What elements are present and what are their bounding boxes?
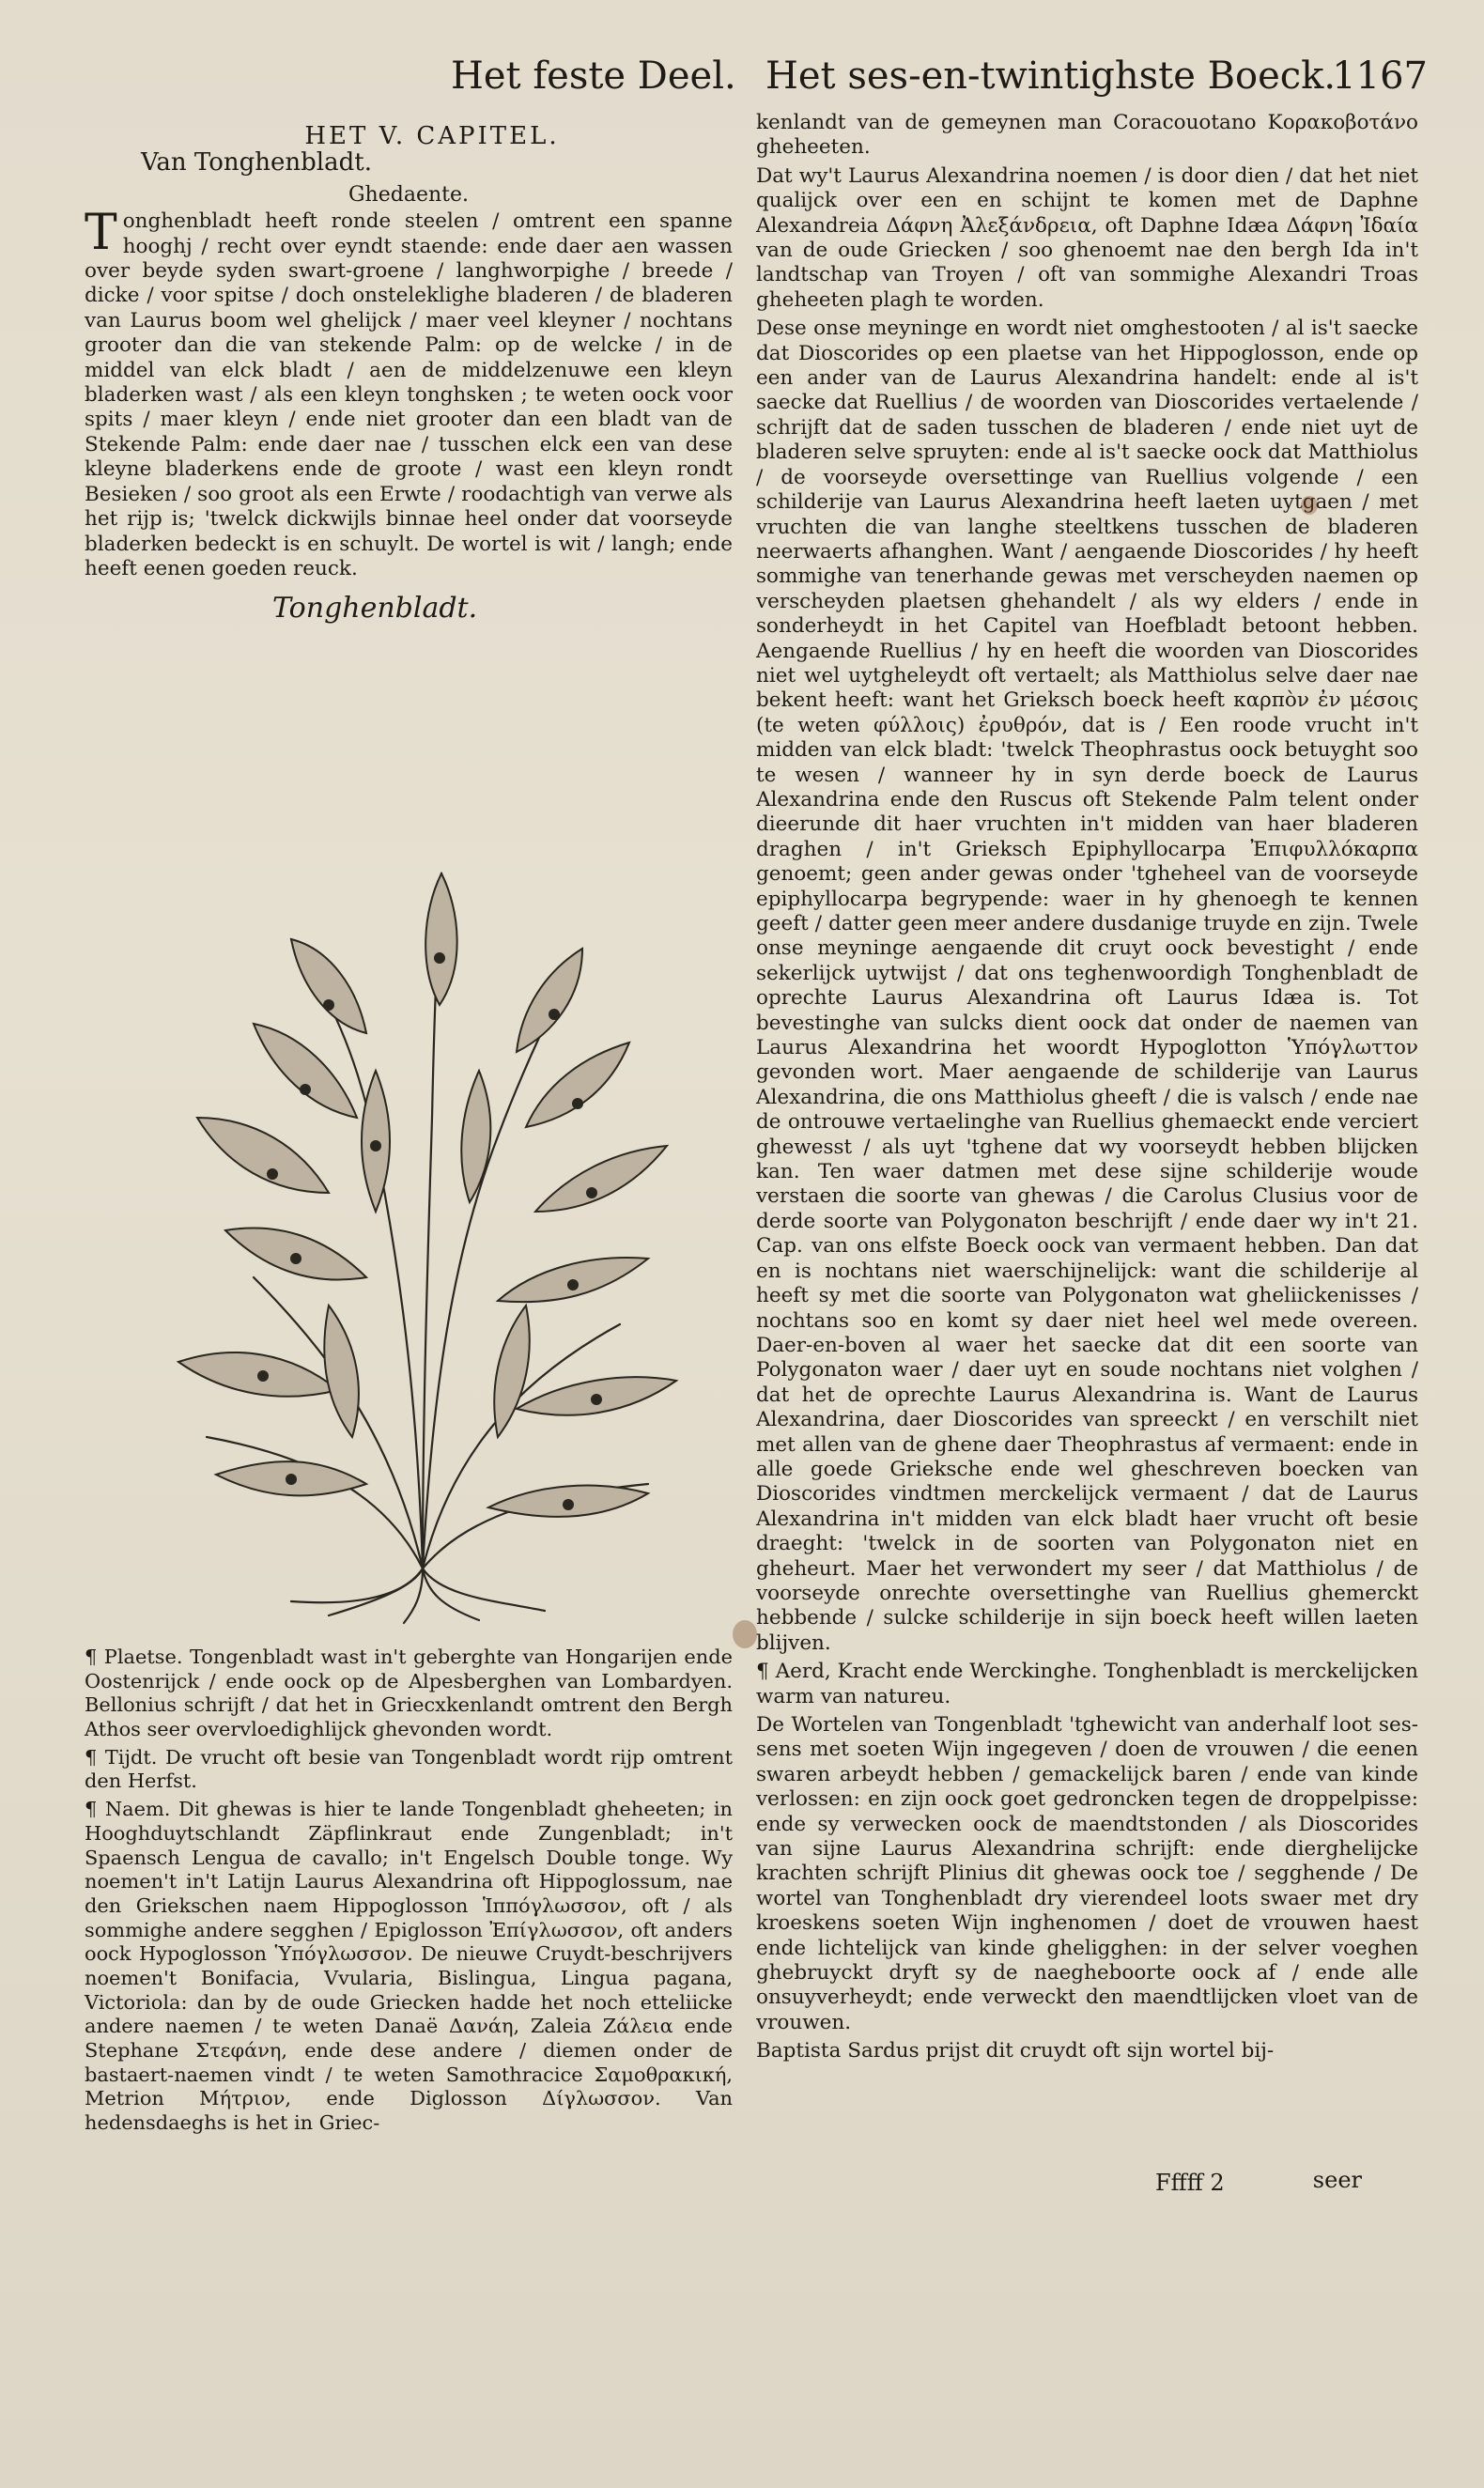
right-paragraph-1: kenlandt van de gemeynen man Coracouotano Κορακοβοτάνο gheheeten.	[756, 111, 1418, 160]
ink-stain	[733, 1620, 757, 1648]
section-heading: Ghedaente.	[348, 182, 469, 207]
page-number: 1167	[1332, 54, 1428, 98]
chapter-title: HET V. CAPITEL.	[304, 122, 560, 150]
right-paragraph-2: Dat wy't Laurus Alexandrina noemen / is door dien / dat het niet qualijck over een en schijnt te komen met de Daphne Alexandreia Δάφνη Ἀλεξάνδρεια, oft Daphne Idæa Δάφνη Ἰδαία van de oude Griecken / soo ghenoemt nae den bergh Ida in't landtschap van Troyen / oft van sommighe Alexandri Troas gheheeten plagh te worden.	[756, 163, 1418, 312]
catchword: seer	[1312, 2167, 1362, 2193]
plant-woodcut-illustration	[141, 836, 704, 1625]
description-text: onghenbladt heeft ronde steelen / omtrent een spanne hooghj / recht over eyndt staende: ende daer aen wassen over beyde syden swart-groene / langhworpighe / breede / dicke / voor spitse / doch onsteleklighe bladeren / de bladeren van Laurus boom wel ghelijck / maer veel kleyner / nochtans grooter dan die van stekende Palm: op de welcke / in de middel van elck bladt / aen de middelzenuwe een kleyn bladerken wast / als een kleyn tonghsken ; te weten oock voor spits / maer kleyn / ende niet grooter dan een bladt van de Stekende Palm: ende daer nae / tusschen elck een van dese kleyne bladerkens ende de groote / wast een kleyn rondt Besieken / soo groot als een Erwte / roodachtigh van verwe als het rijp is; 'twelck dickwijls binnae heel onder dat voorseyde bladerken bedeckt is en schuylt. De wortel is wit / langh; ende heeft eenen goeden reuck.	[85, 209, 733, 580]
place-paragraph: ¶ Plaetse. Tongenbladt wast in't geberghte van Hongarijen ende Oostenrijck / ende oock op de Alpesberghen van Lombardyen. Bellonius schrijft / dat het in Griecxkenlandt omtrent den Bergh Athos seer overvloedighlijck ghevonden wordt.	[85, 1646, 733, 1741]
signature-mark: Fffff 2	[1155, 2170, 1225, 2196]
ink-stain	[1301, 496, 1318, 515]
roots-paragraph: De Wortelen van Tongenbladt 'tghewicht van anderhalf loot sessens met soeten Wijn ingegeven / doen de vrouwen / die eenen swaren arbeydt hebben / gemackelijck baren / ende van kinde verlossen: en zijn oock goet gedroncken tegen de droppelpisse: ende sy verwecken oock de maendtstonden / als Dioscorides van sijne Laurus Alexandrina schrijft: ende dierghelijcke krachten schrijft Plinius dit ghewas oock toe / segghende / De wortel van Tonghenbladt dry vierendeel loots swaer met dry kroeskens soeten Wijn inghenomen / doet de vrouwen haest ende lichtelijck van kinde gheligghen: in der selver voeghen ghebruyckt dryft sy de naegheboorte oock af / ende alle onsuyverheydt; ende verweckt den maendtlijcken vloet van de vrouwen.	[756, 1713, 1418, 2034]
right-column	[756, 111, 1418, 2064]
running-header	[451, 54, 1428, 111]
left-column-top	[85, 122, 733, 626]
right-paragraph-3: Dese onse meyninge en wordt niet omghestooten / al is't saecke dat Dioscorides op een plaetse van het Hippoglosson, ende op een ander van de Laurus Alexandrina handelt: ende al is't saecke dat Ruellius / de woorden van Dioscorides vertaelende / schrijft dat de saden tusschen de bladeren / ende niet uyt de bladeren selve spruyten: ende al is't saecke oock dat Matthiolus / de voorseyde oversettinge van Ruellius volgende / een schilderije van Laurus Alexandrina heeft laeten uytgaen / met vruchten die van langhe steeltkens tusschen de bladeren neerwaerts afhanghen. Want / aengaende Dioscorides / hy heeft sommighe van tenerhande gewas met verscheyden naemen op verscheyden plaetsen ghehandelt / als wy elders / ende in sonderheydt in het Capitel van Hoefbladt betoont hebben. Aengaende Ruellius / hy en heeft die woorden van Dioscorides niet wel uytgheleydt oft vertaelt; als Matthiolus selve daer nae bekent heeft: want het Grieksch boeck heeft καρπὸν ἐν μέσοις (te weten φύλλοις) ἐρυθρόν, dat is / Een roode vrucht in't midden van elck bladt: 'twelck Theophrastus oock betuyght soo te wesen / wanneer hy in syn derde boeck de Laurus Alexandrina ende den Ruscus oft Stekende Palm telent onder dieerunde dit haer vruchten in't midden van haer bladeren draghen / in't Grieksch Epiphyllocarpa Ἐπιφυλλόκαρπα genoemt; geen ander gewas onder 'tgheheel van de voorseyde epiphyllocarpa begrypende: waer in hy ghenoegh te kennen geeft / datter geen meer andere dusdanige truyde en zijn. Twele onse meyninge aengaende dit cruyt oock bevestight / ende sekerlijck uytwijst / dat ons teghenwoordigh Tonghenbladt de oprechte Laurus Alexandrina oft Laurus Idæa is. Tot bevestinghe van sulcks dient oock dat onder de naemen van Laurus Alexandrina het woordt Hypoglotton Ὑπόγλωττον gevonden wort. Maer aengaende de schilderije van Laurus Alexandrina, die ons Matthiolus gheeft / die is valsch / ende nae de ontrouwe vertaelinghe van Ruellius ghemaeckt ende verciert ghewesst / als uyt 'tghene dat wy voorseydt hebben blijcken kan. Ten waer datmen met dese sijne schilderije woude verstaen die soorte van ghewas / die Carolus Clusius voor de derde soorte van Polygonaton beschrijft / ende daer wy in't 21. Cap. van ons elfste Boeck oock van vermaent hebben. Dan dat en is nochtans niet waerschijnelijck: want die schilderije al heeft sy met die soorte van Polygonaton wat gheliickenisses / nochtans soo en komt sy daer niet heel wel mede overeen. Daer-en-boven al waer het saecke dat dit een soorte van Polygonaton waer / daer uyt en soude nochtans niet volghen / dat het de oprechte Laurus Alexandrina is. Want de Laurus Alexandrina, daer Dioscorides van spreeckt / en verschilt niet met allen van de ghene daer Theophrastus af vermaent: ende in alle goede Grieksche ende wel gheschreven boecken van Dioscorides vindtmen merckelijck vermaent / dat de Laurus Alexandrina in't midden van elck bladt haer vrucht oft besie draeght: 'twelck in de soorten van Polygonaton niet en gheheurt. Maer het verwondert my seer / dat Matthiolus / de voorseyde onrechte oversettinghe van Ruellius ghemerckt hebbende / sulcke schilderije in sijn boeck heeft willen laeten blijven.	[756, 317, 1418, 1655]
book-title: Het ses-en-twintighste Boeck.	[765, 54, 1337, 98]
nature-heading-paragraph: ¶ Aerd, Kracht ende Werckinghe. Tonghenbladt is merckelijcken warm van natureu.	[756, 1660, 1418, 1708]
chapter-subtitle: Van Tonghenbladt.	[141, 148, 372, 178]
name-paragraph: ¶ Naem. Dit ghewas is hier te lande Tongenbladt gheheeten; in Hooghduytschlandt Zäpflinkraut ende Zungenbladt; in't Spaensch Lengua de cavallo; in't Engelsch Double tonge. Wy noemen't in't Latijn Laurus Alexandrina oft Hippoglossum, nae den Griekschen naem Hippoglosson Ἱππόγλωσσον, oft / als sommighe andere segghen / Epiglosson Ἐπίγλωσσον, oft anders oock Hypoglosson Ὑπόγλωσσον. De nieuwe Cruydt-beschrijvers noemen't Bonifacia, Vvularia, Bislingua, Lingua pagana, Victoriola: dan by de oude Griecken hadde het noch etteliicke andere naemen / te weten Danaë Δανάη, Zaleia Ζάλεια ende Stephane Στεφάνη, ende dese andere / diemen onder de bastaert-naemen vindt / te weten Samothracice Σαμοθρακική, Metrion Μήτριον, ende Diglosson Δίγλωσσον. Van hedensdaeghs is het in Griec-	[85, 1798, 733, 2135]
drop-cap: T	[85, 205, 117, 262]
description-paragraph	[85, 205, 733, 581]
sardus-paragraph: Baptista Sardus prijst dit cruydt oft sijn wortel bij-	[756, 2039, 1275, 2063]
part-title: Het feste Deel.	[451, 54, 736, 98]
time-paragraph: ¶ Tijdt. De vrucht oft besie van Tongenbladt wordt rijp omtrent den Herfst.	[85, 1745, 733, 1793]
left-column-bottom	[85, 1646, 733, 2136]
illustration-caption: Tonghenbladt.	[272, 592, 478, 626]
